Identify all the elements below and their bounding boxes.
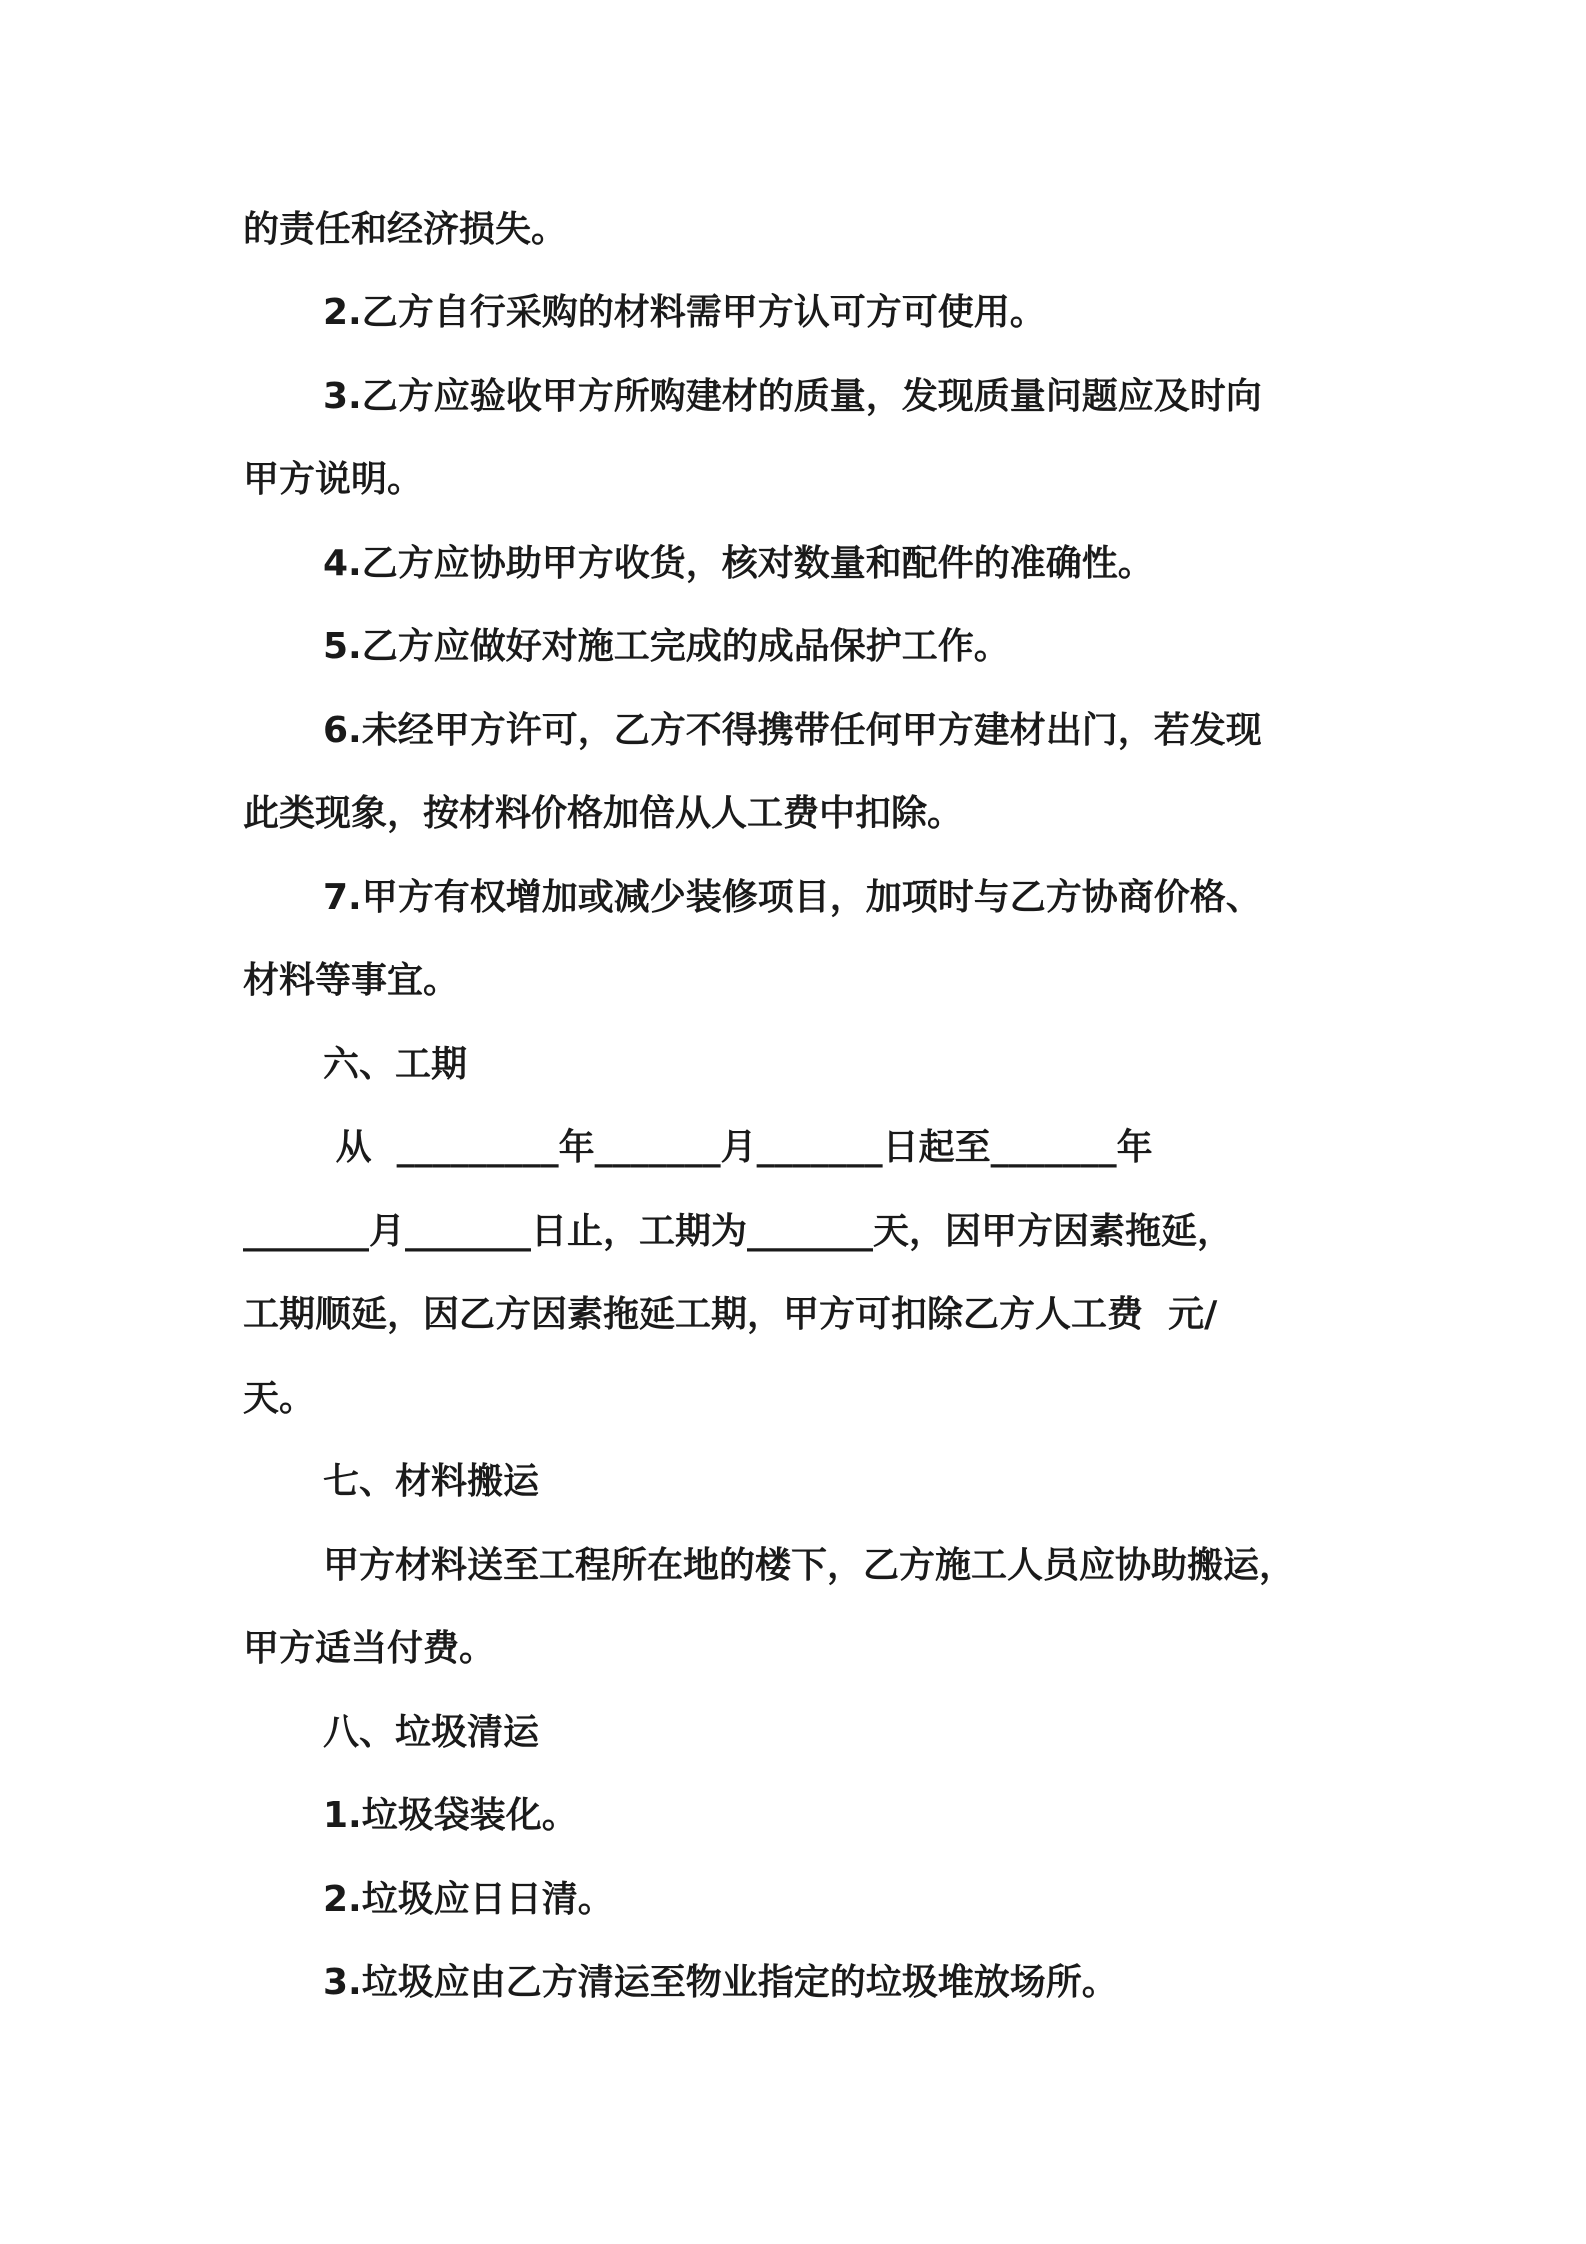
section-heading: 八、垃圾清运 (323, 1712, 540, 1753)
list-item: 4.乙方应协助甲方收货，核对数量和配件的准确性。 (323, 543, 1154, 584)
fill-in-line: 从 _________年_______月_______日起至_______年 (323, 1127, 1153, 1168)
list-item: 7.甲方有权增加或减少装修项目，加项时与乙方协商价格、 (323, 877, 1262, 918)
list-item: 5.乙方应做好对施工完成的成品保护工作。 (323, 626, 1010, 667)
text-line: 的责任和经济损失。 (243, 209, 568, 250)
text-line: 材料等事宜。 (243, 960, 460, 1001)
fill-in-line: _______月_______日止，工期为_______天，因甲方因素拖延， (243, 1211, 1234, 1252)
list-item: 1.垃圾袋装化。 (323, 1795, 578, 1836)
text-line: 天。 (243, 1378, 316, 1419)
list-item: 3.垃圾应由乙方清运至物业指定的垃圾堆放场所。 (323, 1962, 1118, 2003)
section-heading: 七、材料搬运 (323, 1461, 540, 1502)
text-line: 甲方说明。 (243, 459, 424, 500)
list-item: 6.未经甲方许可，乙方不得携带任何甲方建材出门，若发现 (323, 710, 1262, 751)
list-item: 3.乙方应验收甲方所购建材的质量，发现质量问题应及时向 (323, 376, 1262, 417)
list-item: 2.垃圾应日日清。 (323, 1879, 614, 1920)
text-line: 甲方材料送至工程所在地的楼下，乙方施工人员应协助搬运， (323, 1545, 1296, 1586)
section-heading: 六、工期 (323, 1044, 468, 1085)
text-line: 工期顺延，因乙方因素拖延工期，甲方可扣除乙方人工费 元/ (243, 1294, 1218, 1335)
text-line: 甲方适当付费。 (243, 1628, 496, 1669)
list-item: 2.乙方自行采购的材料需甲方认可方可使用。 (323, 292, 1046, 333)
text-line: 此类现象，按材料价格加倍从人工费中扣除。 (243, 793, 964, 834)
